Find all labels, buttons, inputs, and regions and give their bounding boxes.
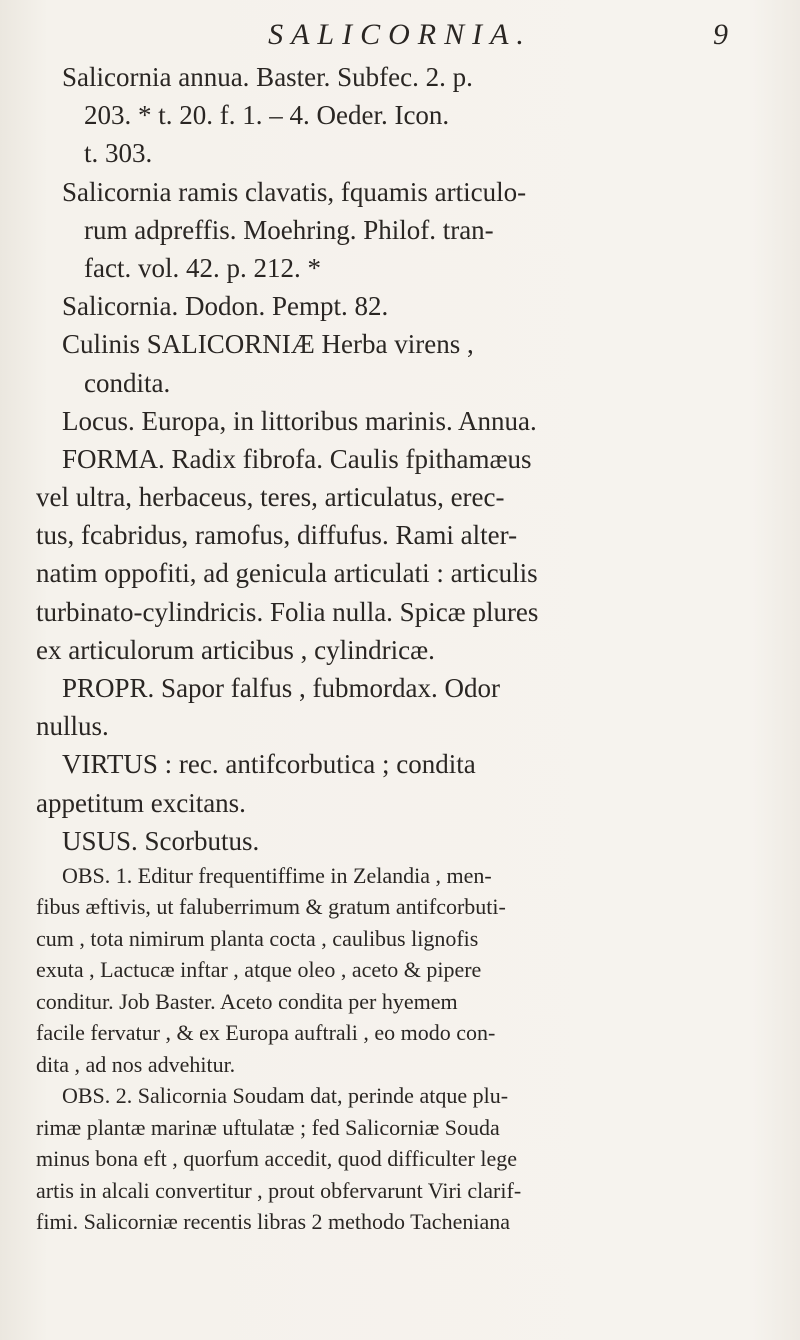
text-line: 203. * t. 20. f. 1. – 4. Oeder. Icon. [84,100,450,131]
text-line: artis in alcali convertitur , prout obfervarunt Viri clarif- [36,1177,522,1203]
page-header [0,18,800,58]
text-line: fibus æftivis, ut faluberrimum & gratum antifcorbuti- [36,894,506,920]
text-line: vel ultra, herbaceus, teres, articulatus, erec- [36,482,505,513]
text-line: tus, fcabridus, ramofus, diffufus. Rami alter- [36,520,518,551]
text-line: turbinato-cylindricis. Folia nulla. Spicæ plures [36,596,539,627]
text-line: cum , tota nimirum planta cocta , caulibus lignofis [36,925,479,951]
text-line: exuta , Lactucæ inftar , atque oleo , aceto & pipere [36,957,482,983]
text-line: OBS. 1. Editur frequentiffime in Zelandia , men- [62,862,492,888]
text-line: fact. vol. 42. p. 212. * [84,252,321,283]
text-line: OBS. 2. Salicornia Soudam dat, perinde atque plu- [62,1083,509,1109]
text-line: facile fervatur , & ex Europa auftrali , eo modo con- [36,1020,496,1046]
text-line: FORMA. Radix fibrofa. Caulis fpithamæus [62,443,532,474]
text-line: USUS. Scorbutus. [62,825,260,856]
text-line: minus bona eft , quorfum accedit, quod difficulter lege [36,1146,518,1172]
text-line: nullus. [36,711,109,742]
text-line: rum adpreffis. Moehring. Philof. tran- [84,214,494,245]
text-line: Salicornia annua. Baster. Subfec. 2. p. [62,62,473,92]
text-line: appetitum excitans. [36,787,246,818]
text-line: Salicornia. Dodon. Pempt. 82. [62,291,389,322]
text-line: PROPR. Sapor falfus , fubmordax. Odor [62,673,500,703]
text-line: rimæ plantæ marinæ uftulatæ ; fed Salicorniæ Souda [36,1114,500,1140]
text-line: Locus. Europa, in littoribus marinis. Annua. [62,405,537,436]
text-line: Salicornia ramis clavatis, fquamis articulo- [62,176,527,207]
text-line: Culinis SALICORNIÆ Herba virens , [62,329,474,360]
text-line: fimi. Salicorniæ recentis libras 2 methodo Tacheniana [36,1209,510,1235]
running-title: SALICORNIA. [268,18,532,51]
text-line: condita. [84,367,171,398]
body-text [36,58,776,1238]
text-line: natim oppofiti, ad genicula articulati : articulis [36,558,538,589]
text-line: t. 303. [84,138,153,169]
text-line: conditur. Job Baster. Aceto condita per hyemem [36,988,458,1014]
text-line: ex articulorum articibus , cylindricæ. [36,634,435,665]
text-line: VIRTUS : rec. antifcorbutica ; condita [62,749,476,780]
page-number: 9 [713,18,728,51]
text-line: dita , ad nos advehitur. [36,1051,236,1077]
